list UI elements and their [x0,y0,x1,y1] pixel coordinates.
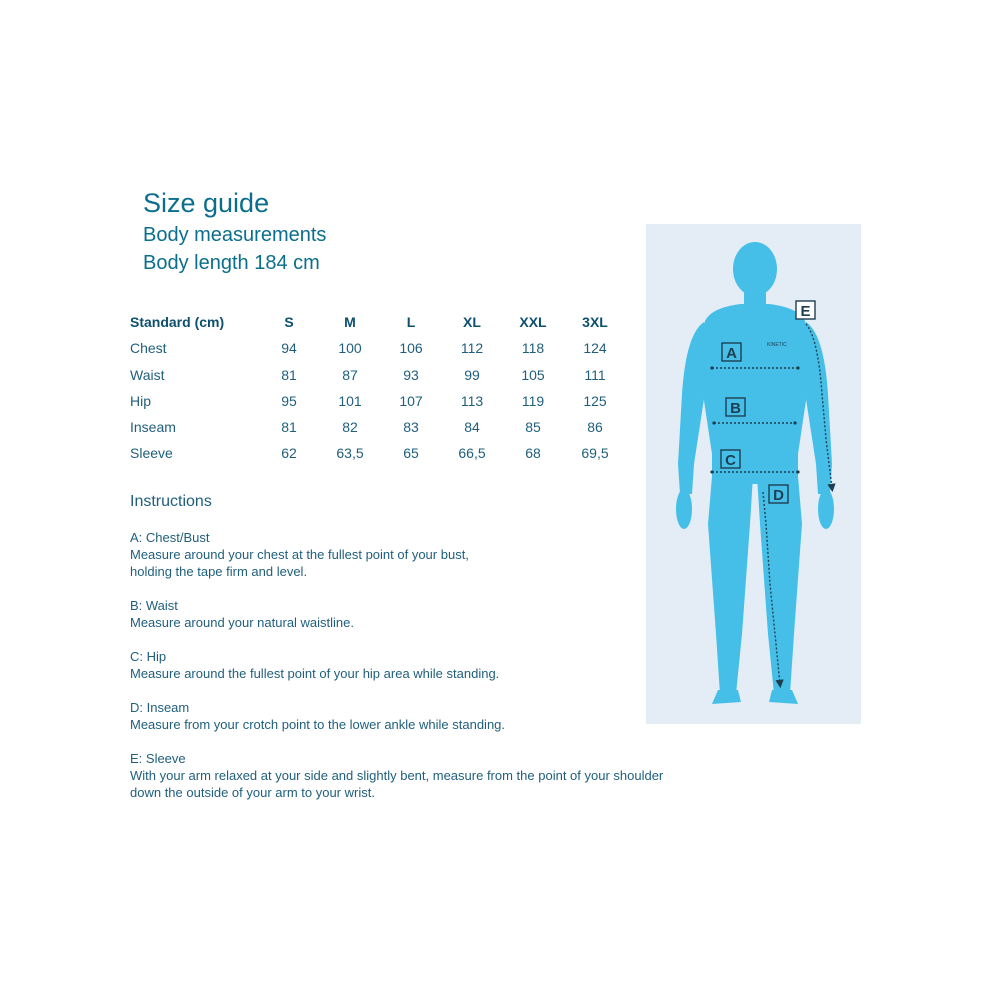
table-cell: 105 [521,366,545,383]
instruction-inseam [130,699,710,733]
table-cell: 99 [464,366,480,383]
table-cell: 111 [584,366,606,383]
instruction-text: Measure around your chest at the fullest point of your bust, holding the tape firm and level. [130,547,469,579]
row-label: Sleeve [130,445,173,462]
body-figure-panel [646,224,861,724]
table-cell: 63,5 [336,445,364,462]
table-cell: 62 [281,445,297,462]
instructions-heading: Instructions [130,493,212,510]
table-cell: 82 [342,419,358,436]
table-cell: 118 [521,340,545,357]
instruction-title: D: Inseam [130,700,190,715]
table-cell: 125 [583,392,607,409]
table-cell: 112 [460,340,484,357]
table-cell: 84 [464,419,480,436]
subtitle-body-measurements: Body measurements [143,224,327,246]
row-label: Hip [130,392,152,409]
table-cell: 81 [281,366,297,383]
instruction-text: Measure from your crotch point to the lower ankle while standing. [130,717,506,732]
instruction-text: Measure around your natural waistline. [130,615,355,630]
table-cell: 85 [525,419,541,436]
table-cell: 95 [281,392,297,409]
table-cell: 106 [399,340,423,357]
table-cell: 86 [587,419,603,436]
row-label: Chest [130,340,167,357]
instruction-sleeve [130,750,710,801]
subtitle-body-length: Body length 184 cm [143,252,320,274]
table-cell: 69,5 [581,445,609,462]
table-cell: 119 [521,392,545,409]
instruction-title: B: Waist [130,598,178,613]
header-size-m: M [344,314,356,330]
header-size-3xl: 3XL [582,314,608,330]
instruction-title: A: Chest/Bust [130,530,210,545]
label-a: A [726,345,737,362]
table-cell: 100 [338,340,362,357]
label-c: C [725,452,736,469]
label-b: B [730,400,741,417]
table-cell: 113 [460,392,484,409]
row-label: Inseam [130,419,176,436]
table-cell: 101 [338,392,362,409]
header-size-l: L [406,314,416,330]
header-size-s: S [284,314,294,330]
instruction-text: With your arm relaxed at your side and slightly bent, measure from the point of your shoulder down the outside of your arm to your wrist. [130,768,664,800]
header-standard: Standard (cm) [130,314,225,330]
table-cell: 94 [281,340,297,357]
header-size-xl: XL [463,314,481,330]
table-cell: 66,5 [458,445,486,462]
header-size-xxl: XXL [519,314,547,330]
table-cell: 93 [403,366,419,383]
label-d: D [773,487,784,504]
table-cell: 81 [281,419,297,436]
body-figure [646,224,861,724]
row-label: Waist [130,366,165,383]
table-cell: 124 [583,340,607,357]
instruction-waist [130,597,710,631]
instruction-text: Measure around the fullest point of your hip area while standing. [130,666,500,681]
page-title: Size guide [143,188,270,218]
instruction-chest [130,529,710,580]
table-cell: 87 [342,366,358,383]
table-cell: 68 [525,445,541,462]
label-e: E [800,303,811,320]
table-cell: 65 [403,445,419,462]
table-cell: 83 [403,419,419,436]
instruction-title: C: Hip [130,649,167,664]
instruction-title: E: Sleeve [130,751,186,766]
table-cell: 107 [399,392,423,409]
instruction-hip [130,648,710,682]
chest-logo: KINETIC [767,342,787,348]
